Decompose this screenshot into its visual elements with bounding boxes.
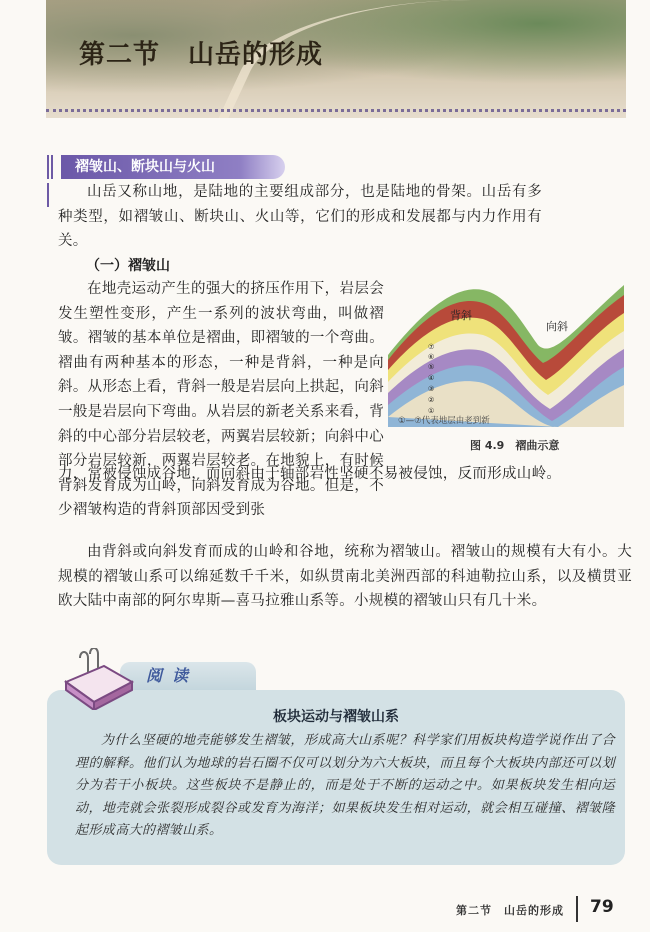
sub-heading: （一）褶皱山 [86, 258, 170, 274]
layer-num-7: ⑦ [428, 343, 435, 351]
fold-paragraph-c: 由背斜或向斜发育而成的山岭和谷地，统称为褶皱山。褶皱山的规模有大有小。大规模的褶皱山系可以绵延数千千米，如纵贯南北美洲西部的科迪勒拉山系，以及横贯亚欧大陆中南部的阿尔卑斯—喜马拉雅山系等。小规模的褶皱山只有几十米。 [58, 544, 632, 610]
figure-note: ①—⑦代表地层由老到新 [398, 416, 490, 426]
notebook-icon [60, 648, 136, 710]
reading-box [47, 690, 625, 865]
heading-bars [47, 155, 57, 179]
section-title: 山岳的形成 [188, 40, 324, 70]
layer-num-4: ④ [428, 374, 435, 382]
reading-text: 为什么坚硬的地壳能够发生褶皱，形成高大山系呢？科学家们用板块构造学说作出了合理的解释。他们认为地球的岩石圈不仅可以划分为六大板块，而且每个大板块内部还可以划分为若干小板块。这些板块不是静止的，而是处于不断的运动之中。如果板块发生相向运动，地壳就会张裂形成裂谷或发育为海洋；如果板块发生相对运动，就会相互碰撞、褶皱隆起形成高大的褶皱山系。 [75, 733, 615, 838]
intro-paragraph: 山岳又称山地，是陆地的主要组成部分，也是陆地的骨架。山岳有多种类型，如褶皱山、断块山、火山等，它们的形成和发展都与内力作用有关。 [58, 184, 542, 250]
layer-num-6: ⑥ [428, 353, 435, 361]
figure-caption: 图 4.9 褶曲示意 [470, 439, 560, 452]
reading-title: 板块运动与褶皱山系 [273, 709, 399, 725]
fold-paragraph-a: 在地壳运动产生的强大的挤压作用下，岩层会发生塑性变形，产生一系列的波状弯曲，叫做褶皱。褶皱的基本单位是褶曲，即褶皱的一个弯曲。褶曲有两种基本的形态，一种是背斜，一种是向斜。从形态上看，背斜一般是岩层向上拱起，向斜一般是岩层向下弯曲。从岩层的新老关系来看，背斜的中心部分岩层较老，两翼岩层较新；向斜中心部分岩层较新，两翼岩层较老。在地貌上，有时候背斜发育成为山岭，向斜发育成为谷地。但是，不少褶皱构造的背斜顶部因受到张 [58, 281, 384, 519]
header-banner [46, 0, 626, 118]
syncline-label: 向斜 [546, 320, 568, 333]
section-heading: 褶皱山、断块山与火山 [61, 155, 285, 179]
layer-num-1: ① [428, 407, 435, 415]
footer-label: 第二节 山岳的形成 [456, 904, 564, 917]
banner-dotted-line [46, 109, 626, 112]
page-title [79, 34, 351, 71]
fold-diagram [388, 285, 624, 427]
footer-separator [576, 896, 578, 922]
layer-num-3: ③ [428, 385, 435, 393]
anticline-label: 背斜 [450, 309, 472, 322]
layer-num-2: ② [428, 396, 435, 404]
page-number: 79 [590, 897, 614, 917]
layer-num-5: ⑤ [428, 363, 435, 371]
section-number: 第二节 [79, 40, 161, 70]
fold-paragraph-b: 力，常被侵蚀成谷地，而向斜由于轴部岩性坚硬不易被侵蚀，反而形成山岭。 [58, 466, 562, 482]
reading-tab: 阅读 [120, 662, 256, 690]
